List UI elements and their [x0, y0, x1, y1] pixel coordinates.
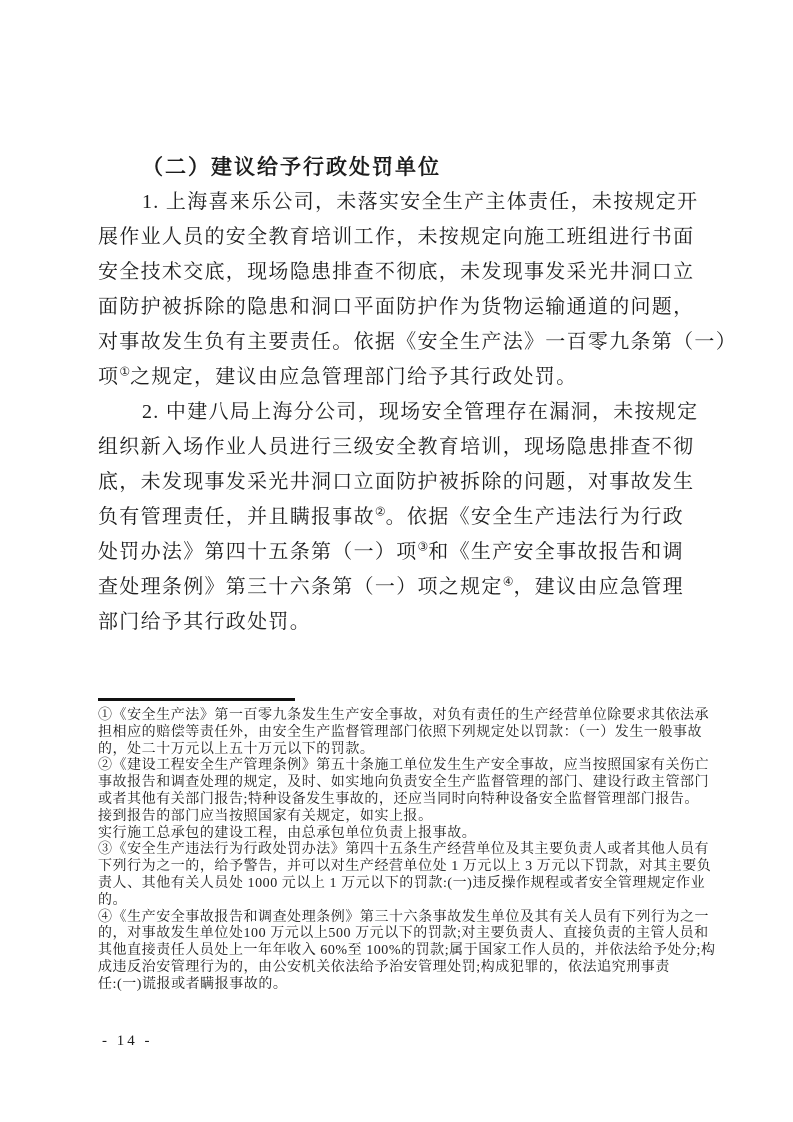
text-line: 面防护被拆除的隐患和洞口平面防护作为货物运输通道的问题，: [98, 296, 695, 318]
text-line: 下列行为之一的，给予警告，并可以对生产经营单位处 1 万元以上 3 万元以下罚款，对其主要负: [98, 859, 712, 875]
text-line: 展作业人员的安全教育培训工作，未按规定向施工班组进行书面: [98, 226, 695, 248]
text-line: 的，处二十万元以上五十万元以下的罚款。: [98, 741, 375, 757]
paragraph-unit-1: [98, 185, 737, 395]
footnote-ref: ④: [502, 574, 514, 589]
text-line: 查处理条例》第三十六条第（一）项之规定④，建议由应急管理: [98, 574, 684, 598]
text-line: 2. 中建八局上海分公司，现场安全管理存在漏洞，未按规定: [142, 401, 699, 423]
section-heading: （二）建议给予行政处罚单位: [142, 155, 441, 179]
footnote-ref: ①: [119, 364, 131, 379]
paragraph-unit-2: [98, 395, 698, 640]
text-line: 任:(一)谎报或者瞒报事故的。: [98, 976, 288, 992]
text-line: 部门给予其行政处罚。: [98, 611, 311, 633]
text-line: ④《生产安全事故报告和调查处理条例》第三十六条事故发生单位及其有关人员有下列行为之一: [98, 909, 710, 925]
document-content: [98, 150, 737, 994]
text-line: 接到报告的部门应当按照国家有关规定，如实上报。: [98, 808, 433, 824]
text-line: 项①之规定，建议由应急管理部门给予其行政处罚。: [98, 364, 578, 388]
text-line: 对事故发生负有主要责任。依据《安全生产法》一百零九条第（一）: [98, 331, 737, 353]
text-line: 或者其他有关部门报告;特种设备发生事故的，还应当同时向特种设备安全监督管理部门报告。: [98, 791, 699, 807]
text-line: ①《安全生产法》第一百零九条发生生产安全事故，对负有责任的生产经营单位除要求其依法承: [98, 708, 710, 723]
text-line: 安全技术交底，现场隐患排查不彻底，未发现事发采光井洞口立: [98, 261, 695, 283]
footnotes-block: [98, 708, 716, 994]
text-line: 底，未发现事发采光井洞口立面防护被拆除的问题，对事故发生: [98, 471, 695, 493]
text-line: ②《建设工程安全生产管理条例》第五十条施工单位发生生产安全事故，应当按照国家有关伤亡: [98, 758, 710, 774]
text-line: 处罚办法》第四十五条第（一）项③和《生产安全事故报告和调: [98, 539, 684, 563]
footnote-ref: ③: [417, 539, 429, 554]
text-line: 的，对事故发生单位处100 万元以上500 万元以下的罚款;对主要负责人、直接负责的主管人员和: [98, 926, 709, 942]
text-line: 实行施工总承包的建设工程，由总承包单位负责上报事故。: [98, 825, 477, 841]
text-line: ③《安全生产违法行为行政处罚办法》第四十五条生产经营单位及其主要负责人或者其他人员有: [98, 842, 710, 858]
footnote-separator-rule: [98, 698, 295, 701]
page-number: - 14 -: [102, 1033, 153, 1049]
text-line: 事故报告和调查处理的规定，及时、如实地向负责安全生产监督管理的部门、建设行政主管部门: [98, 775, 710, 791]
text-line: 负有管理责任，并且瞒报事故②。依据《安全生产违法行为行政: [98, 504, 684, 528]
footnote-ref: ②: [374, 504, 386, 519]
text-line: 的。: [98, 892, 128, 908]
text-line: 责人、其他有关人员处 1000 元以上 1 万元以下的罚款:(一)违反操作规程或者安全管理规定作业: [98, 875, 706, 891]
text-line: 其他直接责任人员处上一年年收入 60%至 100%的罚款;属于国家工作人员的，并依法给予处分;构: [98, 943, 716, 959]
text-line: 成违反治安管理行为的，由公安机关依法给予治安管理处罚;构成犯罪的，依法追究刑事责: [98, 959, 670, 975]
text-line: 组织新入场作业人员进行三级安全教育培训，现场隐患排查不彻: [98, 436, 695, 458]
text-line: 担相应的赔偿等责任外，由安全生产监督管理部门依照下列规定处以罚款：（一）发生一般事故: [98, 724, 703, 740]
text-line: 1. 上海喜来乐公司，未落实安全生产主体责任，未按规定开: [142, 191, 699, 213]
